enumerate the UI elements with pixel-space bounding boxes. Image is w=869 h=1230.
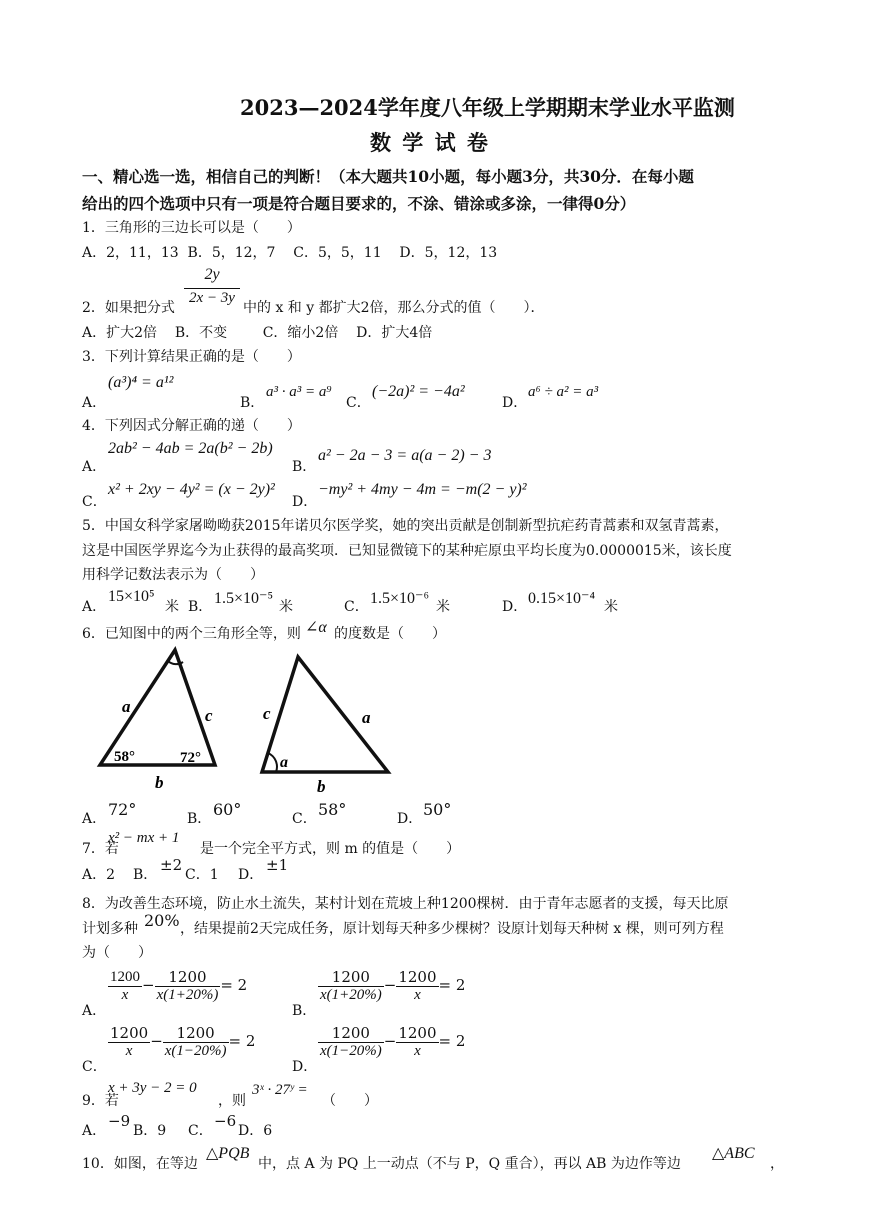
q7-stem-a: 7．若 (82, 841, 119, 857)
q1-stem: 1．三角形的三边长可以是（ ） (82, 220, 301, 236)
q2-options: A．扩大2倍 B．不变 C．缩小2倍 D．扩大4倍 (82, 325, 433, 341)
q5-unit-c: 米 (436, 599, 450, 615)
q8-option-a: $\frac{1200}{x}$ − $\frac{1200}{x(1+20\%)}$ = 2 (110, 968, 248, 1003)
q8-label-b: B． (292, 1003, 317, 1019)
q5-unit-d: 米 (604, 599, 618, 615)
q3-option-a: (a³)⁴ = a¹² (108, 374, 174, 391)
q3-label-d: D． (502, 395, 528, 411)
q3-label-a: A． (82, 395, 107, 411)
q8-option-c: $\frac{1200}{x}$ − $\frac{1200}{x(1-20\%)}$ = 2 (110, 1024, 256, 1059)
q5-label-b: B． (188, 599, 213, 615)
q10-stem-a: 10．如图，在等边 (82, 1156, 198, 1172)
q8-option-d: $\frac{1200}{x(1-20\%)}$ − $\frac{1200}{x}$ = 2 (320, 1024, 466, 1059)
section-heading-line2: 给出的四个选项中只有一项是符合题目要求的，不涂、错涂或多涂，一律得0分） (82, 194, 636, 213)
q6-triangles-figure (90, 645, 440, 795)
tri1-angle-72: 72° (180, 750, 201, 766)
triangle-2-alpha-arc (268, 753, 277, 772)
q8-line3: 为（ ） (82, 945, 152, 961)
q8a-frac1: $\frac{1200}{x}$ (110, 968, 140, 1003)
q8-percent: 20% (144, 911, 180, 930)
q3-label-c: C． (346, 395, 371, 411)
q9-stem-a: 9．若 (82, 1093, 119, 1109)
tri1-side-c: c (205, 706, 213, 725)
exam-subtitle: 数 学 试 卷 (370, 130, 490, 155)
q4-label-d: D． (292, 494, 318, 510)
q3-option-d: a⁶ ÷ a² = a³ (528, 384, 599, 400)
q6-option-a: 72° (108, 800, 137, 819)
q4-option-d: −my² + 4my − 4m = −m(2 − y)² (318, 481, 527, 498)
q6-alpha: ∠α (305, 619, 327, 636)
q4-label-a: A． (82, 459, 107, 475)
q9-option-d: D．6 (238, 1123, 273, 1139)
q1-options: A．2，11，13 B．5，12，7 C．5，5，11 D．5，12，13 (82, 245, 498, 261)
q4-option-c: x² + 2xy − 4y² = (x − 2y)² (108, 481, 275, 498)
exam-title: 2023—2024学年度八年级上学期期末学业水平监测 (240, 95, 735, 120)
q9-option-b: B．9 (133, 1123, 167, 1139)
q8a-frac2: $\frac{1200}{x(1+20\%)}$ (156, 968, 219, 1003)
q6-stem-b: 的度数是（ ） (334, 626, 446, 642)
section-heading-line1: 一、精心选一选，相信自己的判断！（本大题共10小题，每小题3分，共30分．在每小题 (82, 167, 694, 186)
q7-option-d: ±1 (266, 856, 289, 874)
q5-unit-a: 米 (165, 599, 179, 615)
q9-expression-2: 3ˣ · 27ʸ = (252, 1082, 308, 1098)
q5-option-a: 15×10⁵ (108, 588, 155, 605)
q7-option-b: ±2 (160, 856, 183, 874)
q6-option-b: 60° (213, 800, 242, 819)
q4-option-b: a² − 2a − 3 = a(a − 2) − 3 (318, 447, 492, 464)
q6-label-b: B． (187, 811, 212, 827)
q4-label-c: C． (82, 494, 107, 510)
q6-stem-a: 6．已知图中的两个三角形全等，则 (82, 626, 301, 642)
tri1-side-b: b (155, 773, 164, 792)
q7-option-c: C．1 (185, 867, 219, 883)
q8-label-a: A． (82, 1003, 107, 1019)
q8c-frac2: $\frac{1200}{x(1-20\%)}$ (164, 1024, 227, 1059)
q2-stem-b: 中的 x 和 y 都扩大2倍，那么分式的值（ ）． (243, 300, 545, 316)
q3-stem: 3．下列计算结果正确的是（ ） (82, 349, 301, 365)
tri2-side-b: b (317, 777, 326, 795)
q7-stem-b: 是一个完全平方式，则 m 的值是（ ） (200, 841, 461, 857)
tri1-angle-58: 58° (114, 749, 135, 765)
q7-option-a: A．2 (82, 867, 116, 883)
q9-option-a: −9 (108, 1112, 131, 1130)
q5-option-d: 0.15×10⁻⁴ (528, 590, 596, 607)
triangle-1 (100, 650, 215, 765)
q10-tail: ， (770, 1156, 784, 1172)
q7-expression: x² − mx + 1 (108, 830, 180, 846)
q6-label-d: D． (397, 811, 423, 827)
q9-label-c: C． (188, 1123, 213, 1139)
q9-option-c: −6 (214, 1112, 237, 1130)
q3-option-c: (−2a)² = −4a² (372, 383, 465, 400)
q5-label-a: A． (82, 599, 107, 615)
q7-label-d: D． (238, 867, 264, 883)
q4-label-b: B． (292, 459, 317, 475)
q5-label-d: D． (502, 599, 528, 615)
q8b-frac2: $\frac{1200}{x}$ (398, 968, 437, 1003)
q5-option-c: 1.5×10⁻⁶ (370, 590, 430, 607)
q8d-frac2: $\frac{1200}{x}$ (398, 1024, 437, 1059)
q9-label-a: A． (82, 1123, 107, 1139)
q5-line2: 这是中国医学界迄今为止获得的最高奖项．已知显微镜下的某种疟原虫平均长度为0.0000015米，该长度 (82, 543, 732, 559)
q5-line3: 用科学记数法表示为（ ） (82, 567, 264, 583)
q8-option-b: $\frac{1200}{x(1+20\%)}$ − $\frac{1200}{x}$ = 2 (320, 968, 466, 1003)
q3-label-b: B． (240, 395, 265, 411)
q8d-frac1: $\frac{1200}{x(1-20\%)}$ (320, 1024, 382, 1059)
q8c-frac1: $\frac{1200}{x}$ (110, 1024, 149, 1059)
q2-fraction-bar (184, 288, 240, 289)
q10-triangle-pqb: △PQB (206, 1145, 250, 1162)
q8-line1: 8．为改善生态环境，防止水土流失，某村计划在荒坡上种1200棵树．由于青年志愿者的支援，每天比原 (82, 896, 729, 912)
q6-option-c: 58° (318, 800, 347, 819)
q2-fraction-denominator: 2x − 3y (189, 290, 235, 306)
tri2-angle-alpha: a (280, 754, 288, 771)
q7-label-b: B． (133, 867, 158, 883)
q5-option-b: 1.5×10⁻⁵ (214, 590, 274, 607)
q5-line1: 5．中国女科学家屠呦呦获2015年诺贝尔医学奖，她的突出贡献是创制新型抗疟药青蒿素和双氢青蒿素， (82, 518, 729, 534)
q6-label-c: C． (292, 811, 317, 827)
q4-stem: 4．下列因式分解正确的递（ ） (82, 418, 301, 434)
q8-label-d: D． (292, 1059, 318, 1075)
q9-comma: ，则 (218, 1093, 246, 1109)
q10-stem-b: 中，点 A 为 PQ 上一动点（不与 P，Q 重合），再以 AB 为边作等边 (258, 1156, 681, 1172)
q9-expression-1: x + 3y − 2 = 0 (108, 1080, 197, 1096)
q2-stem-a: 2．如果把分式 (82, 300, 175, 316)
q6-label-a: A． (82, 811, 107, 827)
q5-unit-b: 米 (279, 599, 293, 615)
q2-fraction-numerator: 2y (204, 266, 220, 283)
tri2-side-a: a (362, 708, 371, 727)
q3-option-b: a³ · a³ = a⁹ (266, 384, 332, 400)
q4-option-a: 2ab² − 4ab = 2a(b² − 2b) (108, 440, 273, 457)
q8-line2a: 计划多种 (82, 921, 138, 937)
tri1-side-a: a (122, 697, 131, 716)
q8-line2b: ，结果提前2天完成任务，原计划每天种多少棵树？设原计划每天种树 x 棵，则可列方程 (180, 921, 724, 937)
q8b-frac1: $\frac{1200}{x(1+20\%)}$ (320, 968, 382, 1003)
q5-label-c: C． (344, 599, 369, 615)
q8-label-c: C． (82, 1059, 107, 1075)
q10-triangle-abc: △ABC (712, 1145, 755, 1162)
tri2-side-c: c (263, 704, 271, 723)
q6-option-d: 50° (423, 800, 452, 819)
q9-paren: （ ） (322, 1093, 378, 1109)
